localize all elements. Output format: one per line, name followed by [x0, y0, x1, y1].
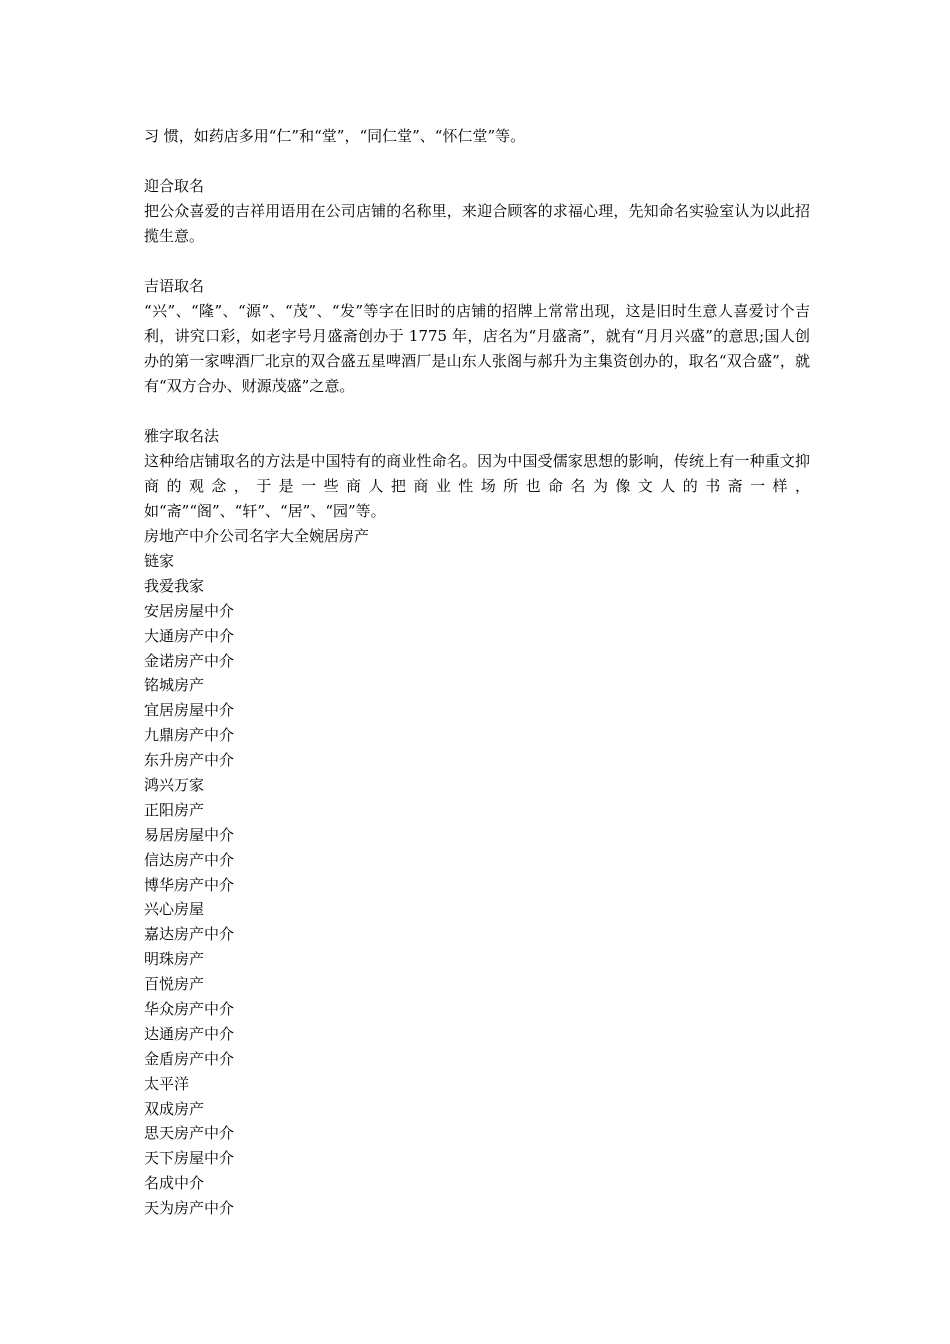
list-item: 思天房产中介: [144, 1124, 235, 1143]
list-item: 嘉达房产中介: [144, 925, 235, 944]
paragraph-gap: [144, 399, 810, 424]
section-body-jiyu: “兴”、“隆”、“源”、“茂”、“发”等字在旧时的店铺的招牌上常常出现，这是旧时生意人喜爱讨个吉利，讲究口彩，如老字号月盛斋创办于 1775 年，店名为“月盛斋”，就有“月月兴盛”的意思;国人创办的第一家啤酒厂北京的双合盛五星啤酒厂是山东人张阁与郝升为主集资创办的，取名“双合盛”，就有“双方合办、财源茂盛”之意。: [144, 302, 810, 395]
list-item: 太平洋: [144, 1074, 190, 1093]
list-item: 双成房产: [144, 1099, 205, 1118]
list-item: 金盾房产中介: [144, 1049, 235, 1068]
list-item: 金诺房产中介: [144, 651, 235, 670]
list-item: 易居房屋中介: [144, 825, 235, 844]
list-item: 铭城房产: [144, 676, 205, 695]
list-item: 百悦房产: [144, 975, 205, 994]
list-item: 信达房产中介: [144, 850, 235, 869]
paragraph-gap: [144, 249, 810, 274]
list-item: 链家: [144, 552, 175, 570]
paragraph-gap: [144, 149, 810, 174]
section-body-yinghe: 把公众喜爱的吉祥用语用在公司店铺的名称里，来迎合顾客的求福心理，先知命名实验室认为以此招揽生意。: [144, 202, 810, 245]
list-item: 安居房屋中介: [144, 601, 235, 620]
list-item: 九鼎房产中介: [144, 726, 235, 745]
list-item: 博华房产中介: [144, 875, 235, 894]
document-page: [144, 124, 810, 1221]
section-heading-yinghe: 迎合取名: [144, 177, 205, 195]
list-item: 我爱我家: [144, 576, 205, 595]
list-item: 宜居房屋中介: [144, 701, 235, 720]
section-heading-yazi: 雅字取名法: [144, 427, 220, 445]
list-title: 房地产中介公司名字大全婉居房产: [144, 527, 370, 545]
list-item: 明珠房产: [144, 950, 205, 969]
list-item: 华众房产中介: [144, 1000, 235, 1019]
list-item: 达通房产中介: [144, 1024, 235, 1043]
list-item: 东升房产中介: [144, 751, 235, 770]
list-item: 兴心房屋: [144, 900, 205, 919]
section-heading-jiyu: 吉语取名: [144, 277, 205, 295]
list-item: 名成中介: [144, 1174, 205, 1193]
intro-line: 习 惯，如药店多用“仁”和“堂”，“同仁堂”、“怀仁堂”等。: [144, 127, 526, 145]
company-name-list: [144, 549, 810, 1221]
list-item: 正阳房产: [144, 800, 205, 819]
list-item: 天下房屋中介: [144, 1149, 235, 1168]
list-item: 天为房产中介: [144, 1199, 235, 1218]
section-body-yazi: 这种给店铺取名的方法是中国特有的商业性命名。因为中国受儒家思想的影响，传统上有一种重文抑商的观念，于是一些商人把商业性场所也命名为像文人的书斋一样，如“斋”“阁”、“轩”、“居”、“园”等。: [144, 452, 810, 520]
list-item: 鸿兴万家: [144, 776, 205, 795]
list-item: 大通房产中介: [144, 626, 235, 645]
